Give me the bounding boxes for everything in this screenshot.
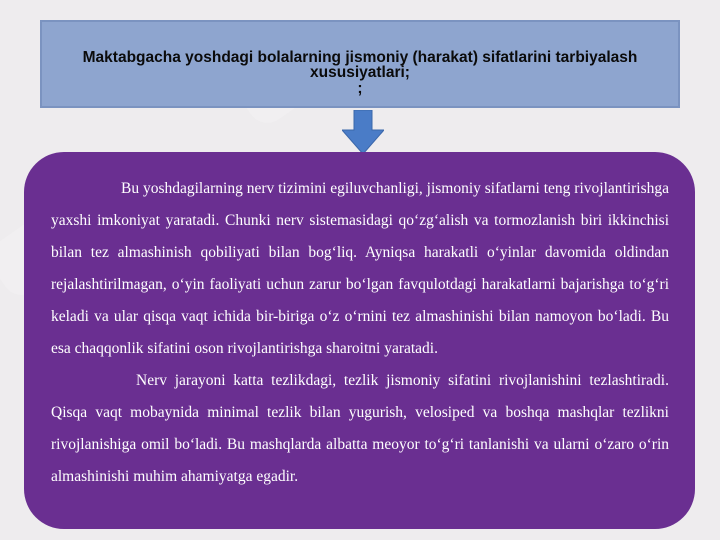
title-semicolon: ;: [357, 80, 363, 97]
down-arrow-icon: [342, 110, 384, 154]
content-box: [24, 152, 695, 529]
title-box: [40, 20, 680, 108]
paragraph-2: Nerv jarayoni katta tezlikdagi, tezlik jismoniy sifatini rivojlanishini tezlashtiradi. Qisqa vaqt mobaynida minimal tezlik bilan yugurish, velosiped va boshqa mashqlar tezlikni rivojlanishiga omil bo‘ladi. Bu mashqlarda albatta meoyor to‘g‘ri tanlanishi va ularni o‘zaro o‘rin almashinishi muhim ahamiyatga egadir.: [51, 372, 669, 485]
paragraph-1: Bu yoshdagilarning nerv tizimini egiluvchanligi, jismoniy sifatlarni teng rivojlantirishga yaxshi imkoniyat yaratadi. Chunki nerv sistemasidagi qo‘zg‘alish va tormozlanish biri ikkinchisi bilan tez almashinish qobiliyati bilan bog‘liq. Ayniqsa harakatli o‘yinlar davomida oldindan rejalashtirilmagan, o‘yin faoliyati uchun zarur bo‘lgan favqulotdagi harakatlarni bajarishga to‘g‘ri keladi va ular qisqa vaqt ichida bir-biriga o‘z o‘rnini tez almashinishi bilan namoyon bo‘ladi. Bu esa chaqqonlik sifatini oson rivojlantirishga sharoitni yaratadi.: [51, 180, 670, 357]
title-text: Maktabgacha yoshdagi bolalarning jismoniy (harakat) sifatlarini tarbiyalash xususiyatlari;: [82, 49, 638, 81]
